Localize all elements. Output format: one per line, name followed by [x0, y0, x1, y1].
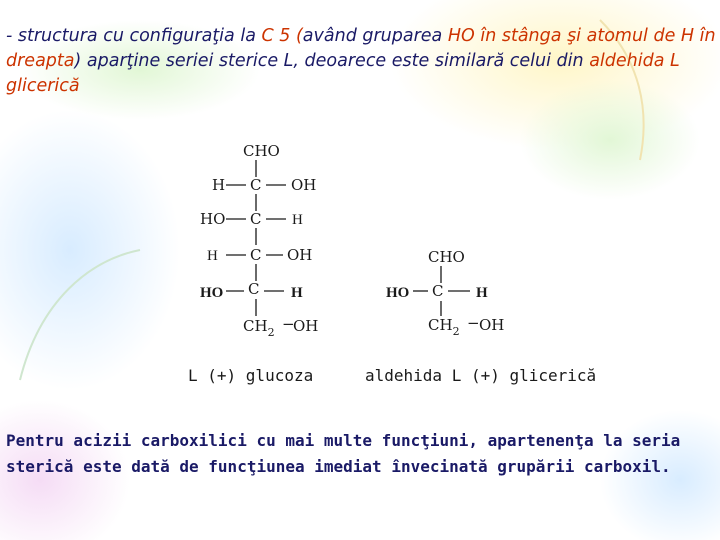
glucose-c5: C	[248, 280, 260, 298]
glyceraldehyde-c3-ch: $CH_2$	[428, 316, 460, 338]
glucose-c3-left: HO	[200, 210, 226, 228]
glyceraldehyde-c2-right: H	[476, 285, 488, 301]
intro-text: ) aparţine seriei sterice L, deoarece este similară celui din	[74, 51, 590, 71]
glucose-c6-dash: −	[282, 315, 295, 333]
glyceraldehyde-fischer-projection	[386, 248, 504, 338]
glucose-c4-right: OH	[287, 246, 313, 264]
glyceraldehyde-c1-cho: CHO	[428, 248, 465, 266]
glyceraldehyde-c2-left: HO	[386, 285, 410, 301]
glucose-c2-right: OH	[291, 176, 317, 194]
glucose-c3-right: H	[292, 212, 303, 228]
glucose-c3: C	[250, 210, 262, 228]
intro-highlight-h-right: şi atomul de H în dreapta	[6, 26, 716, 71]
caption-glucose: L (+) glucoza	[188, 366, 314, 385]
intro-highlight-c5: C 5 (	[261, 26, 303, 46]
glucose-c1-cho: CHO	[243, 142, 280, 160]
glucose-c6-oh: OH	[293, 317, 319, 335]
glucose-c4-left: H	[207, 248, 218, 264]
glyceraldehyde-c2: C	[432, 282, 444, 300]
intro-text: având gruparea	[302, 26, 448, 46]
glyceraldehyde-c3-oh: OH	[479, 316, 505, 334]
glyceraldehyde-c3-dash: −	[467, 314, 480, 332]
glucose-c2: C	[250, 176, 262, 194]
intro-text: - structura cu configuraţia la	[6, 26, 262, 46]
intro-highlight-glyceraldehyde: aldehida L glicerică	[6, 51, 680, 96]
caption-glyceraldehyde: aldehida L (+) glicerică	[365, 366, 597, 385]
glucose-c2-left: H	[212, 176, 226, 194]
glucose-c5-right: H	[291, 285, 303, 301]
glucose-c6-ch: $CH_2$	[243, 317, 275, 339]
glucose-c4: C	[250, 246, 262, 264]
intro-highlight-ho-left: HO în stânga	[447, 26, 562, 46]
glucose-fischer-projection	[200, 142, 318, 339]
outro-paragraph: Pentru acizii carboxilici cu mai multe funcţiuni, apartenenţa la seria sterică este dată de funcţiunea imediat învecinată grupării carboxil.	[6, 431, 681, 476]
glucose-c5-left: HO	[200, 285, 224, 301]
